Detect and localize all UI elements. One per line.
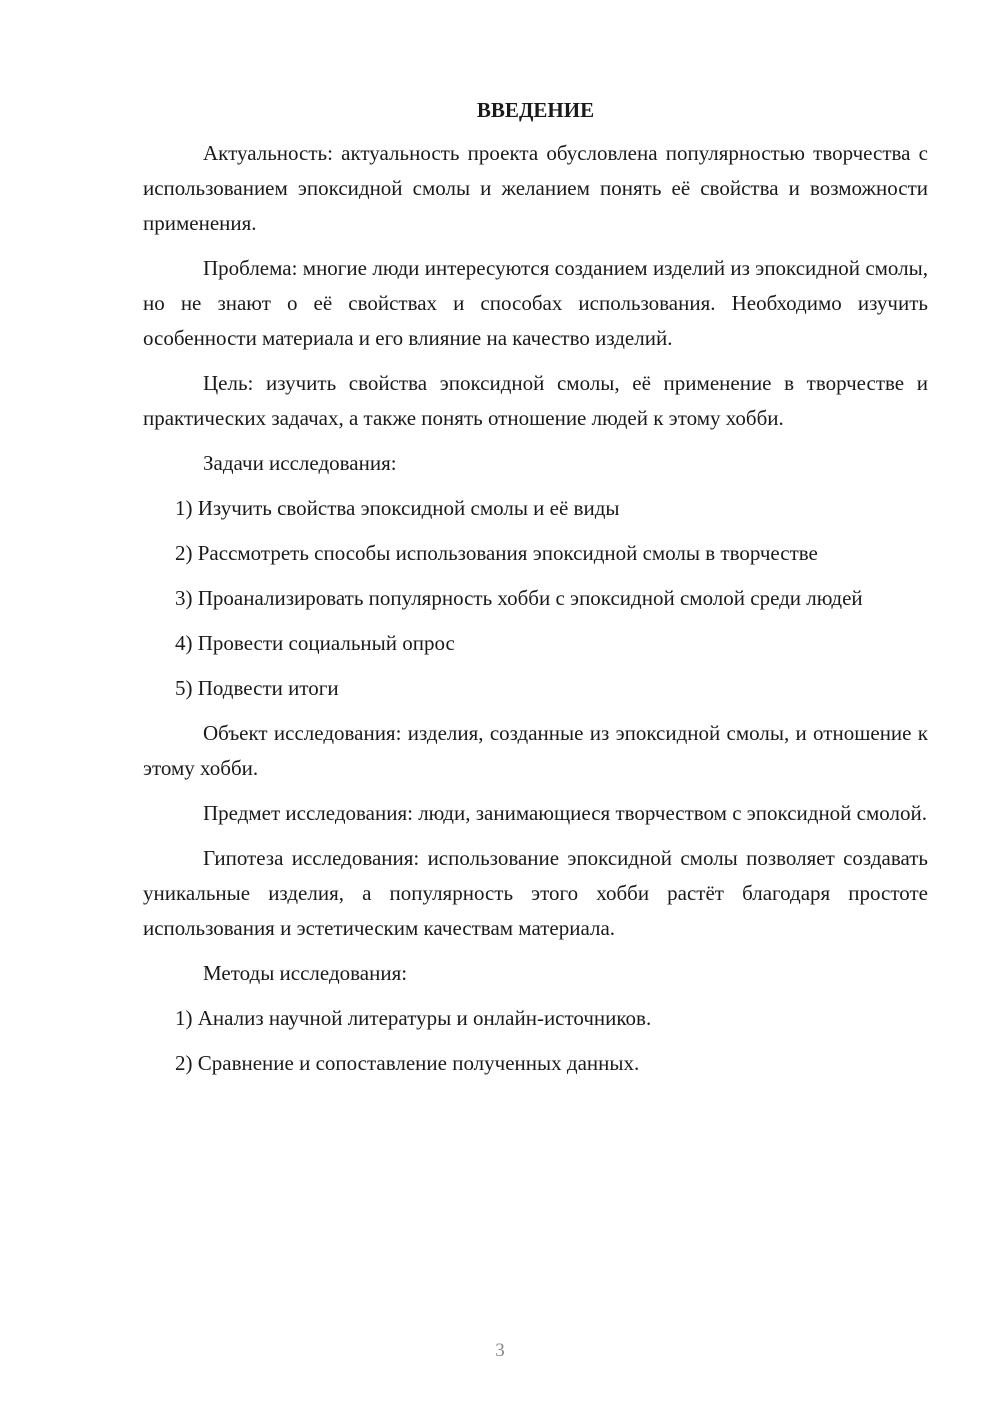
- task-item-5: 5) Подвести итоги: [175, 676, 339, 700]
- method-item-2: 2) Сравнение и сопоставление полученных данных.: [175, 1051, 640, 1075]
- task-item-4: 4) Провести социальный опрос: [175, 631, 455, 655]
- section-title: ВВЕДЕНИЕ: [476, 98, 595, 122]
- page-number: 3: [495, 1340, 505, 1361]
- object-paragraph: Объект исследования: изделия, созданные из эпоксидной смолы, и отношение к этому хобби.: [143, 721, 928, 780]
- subject-paragraph: Предмет исследования: люди, занимающиеся творчеством с эпоксидной смолой.: [203, 801, 927, 825]
- relevance-paragraph: Актуальность: актуальность проекта обусловлена популярностью творчества с использованием эпоксидной смолы и желанием понять её свойства и возможности применения.: [143, 141, 928, 235]
- method-item-1: 1) Анализ научной литературы и онлайн-источников.: [175, 1006, 652, 1030]
- hypothesis-paragraph: Гипотеза исследования: использование эпоксидной смолы позволяет создавать уникальные изделия, а популярность этого хобби растёт благодаря простоте использования и эстетическим качествам материала.: [143, 846, 928, 940]
- methods-heading: Методы исследования:: [203, 961, 408, 985]
- tasks-heading: Задачи исследования:: [203, 451, 397, 475]
- task-item-1: 1) Изучить свойства эпоксидной смолы и её виды: [175, 496, 620, 520]
- goal-paragraph: Цель: изучить свойства эпоксидной смолы, её применение в творчестве и практических задачах, а также понять отношение людей к этому хобби.: [143, 371, 928, 430]
- task-item-2: 2) Рассмотреть способы использования эпоксидной смолы в творчестве: [175, 541, 818, 565]
- task-item-3: 3) Проанализировать популярность хобби с эпоксидной смолой среди людей: [175, 586, 863, 610]
- page-content: [143, 93, 928, 1091]
- problem-paragraph: Проблема: многие люди интересуются созданием изделий из эпоксидной смолы, но не знают о её свойствах и способах использования. Необходимо изучить особенности материала и его влияние на качество изделий.: [143, 256, 928, 350]
